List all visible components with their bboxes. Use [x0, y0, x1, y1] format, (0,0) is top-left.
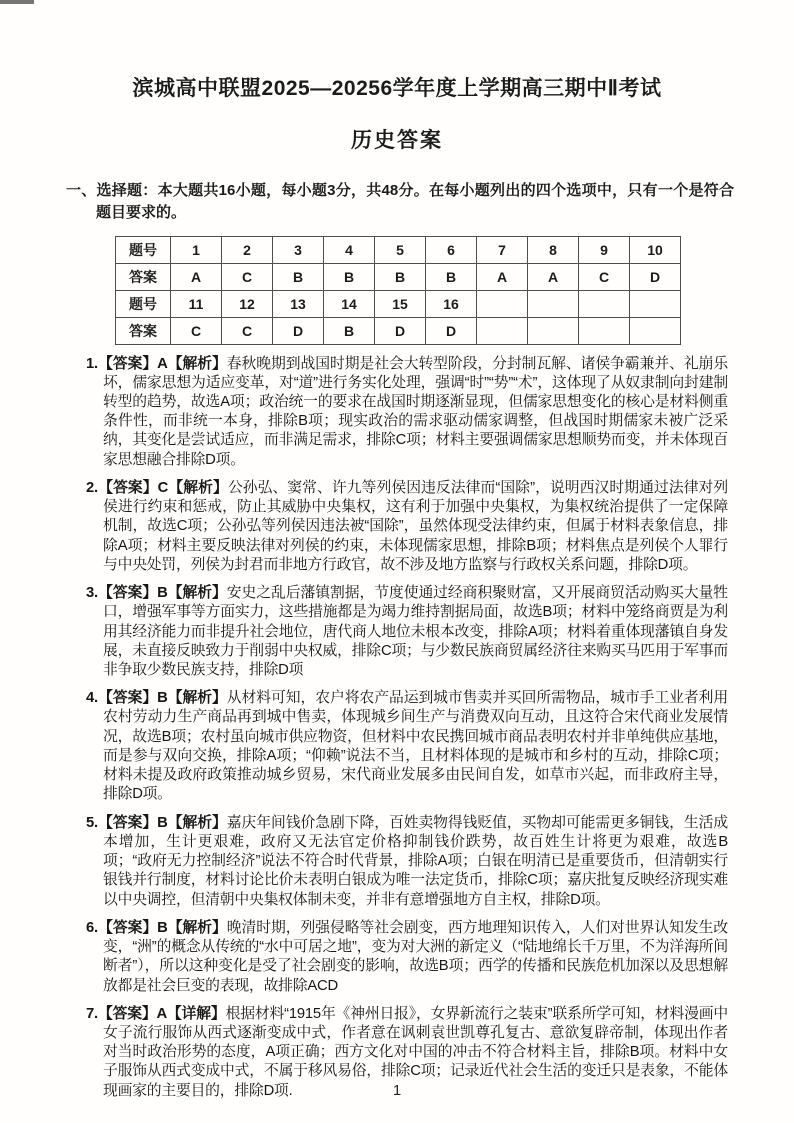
answer-table-cell: C — [579, 263, 630, 290]
answer-table-cell: B — [426, 263, 477, 290]
explanations-list — [86, 355, 728, 1101]
explanation-item — [86, 584, 728, 680]
answer-table-cell: 14 — [324, 290, 375, 317]
answer-table-cell: D — [426, 317, 477, 344]
explanation-answer-prefix: 4.【答案】B【解析】 — [86, 690, 227, 707]
page-subtitle: 历史答案 — [351, 129, 443, 152]
answer-table-cell: C — [171, 317, 222, 344]
answer-table — [115, 236, 681, 345]
answer-table-cell — [579, 290, 630, 317]
answer-table-cell: 13 — [273, 290, 324, 317]
answer-table-cell: D — [273, 317, 324, 344]
explanation-item — [86, 919, 728, 996]
page-title: 滨城高中联盟2025—20256学年度上学期高三期中Ⅱ考试 — [132, 77, 662, 100]
explanation-answer-prefix: 1.【答案】A【解析】 — [86, 355, 227, 372]
answer-table-cell — [630, 317, 681, 344]
answer-table-cell — [528, 290, 579, 317]
answer-table-cell: B — [273, 263, 324, 290]
answer-table-cell: A — [477, 263, 528, 290]
answer-table-cell — [477, 290, 528, 317]
answer-table-cell: 8 — [528, 236, 579, 263]
answer-table-cell: D — [630, 263, 681, 290]
answer-table-cell: 3 — [273, 236, 324, 263]
answer-table-cell: B — [375, 263, 426, 290]
page-number: 1 — [392, 1082, 402, 1099]
explanation-text: 晚清时期，列强侵略等社会剧变，西方地理知识传入，人们对世界认知发生改变，“洲”的概念从传统的“水中可居之地”，变为对大洲的新定义（“陆地绵长千万里，不为洋海所间断者”），所以这种变化是受了社会剧变的影响，故选B项；西学的传播和民族危机加深以及思想解放都是社会巨变的表现，故排除ACD — [103, 919, 728, 994]
answer-table-row — [116, 263, 681, 290]
answer-table-cell: 16 — [426, 290, 477, 317]
answer-table-cell — [528, 317, 579, 344]
answer-table-row-label: 答案 — [116, 317, 171, 344]
section-heading: 一、选择题：本大题共16小题，每小题3分，共48分。在每小题列出的四个选项中，只有一个是符合题目要求的。 — [66, 182, 734, 221]
explanation-item — [86, 355, 728, 470]
answer-table-cell: 6 — [426, 236, 477, 263]
scan-corner-mark — [0, 0, 34, 4]
explanation-text: 公孙弘、窦常、许九等列侯因违反法律而“国除”，说明西汉时期通过法律对列侯进行约束和惩戒，防止其威胁中央集权，这有利于加强中央集权，为集权统治提供了一定保障机制，故选C项；公孙弘等列侯因违法被“国除”，虽然体现受法律约束，但属于材料表象信息，排除A项；材料主要反映法律对列侯的约束，未体现儒家思想，排除B项；材料焦点是列侯个人罪行与中央处罚，列侯为封君而非地方行政官，故不涉及地方监察与行政权关系问题，排除D项。 — [103, 479, 729, 573]
explanation-item — [86, 479, 728, 575]
answer-table-cell: 15 — [375, 290, 426, 317]
answer-table-cell: C — [222, 263, 273, 290]
answer-table-cell: 1 — [171, 236, 222, 263]
answer-table-row-label: 答案 — [116, 263, 171, 290]
explanation-answer-prefix: 2.【答案】C【解析】 — [86, 479, 228, 496]
explanation-text: 安史之乱后藩镇割据，节度使通过经商积聚财富，又开展商贸活动购买大量牲口，增强军事等方面实力，这些措施都是为竭力维持割据局面，故选B项；材料中笼络商贾是为利用其经济能力而非提升社会地位，唐代商人地位未根本改变，排除A项；材料着重体现藩镇自身发展，未直接反映致力于削弱中央权威，排除C项；与少数民族商贸属经济往来购买马匹用于军事而非争取少数民族支持，排除D项 — [103, 585, 728, 679]
answer-table-cell — [630, 290, 681, 317]
answer-table-cell: C — [222, 317, 273, 344]
explanation-text: 春秋晚期到战国时期是社会大转型阶段，分封制瓦解、诸侯争霸兼并、礼崩乐坏，儒家思想为适应变革，对“道”进行务实化处理，强调“时”“势”“术”，这体现了从奴隶制向封建制转型的趋势，故选A项；政治统一的要求在战国时期逐渐显现，但儒家思想变化的核心是材料侧重条件性，而非统一本身，排除B项；现实政治的需求驱动儒家调整，但战国时期儒家未被广泛采纳，其变化是尝试适应，而非满足需求，排除C项；材料主要强调儒家思想顺势而变，并未体现百家思想融合排除D项。 — [103, 355, 728, 468]
answer-table-cell: 10 — [630, 236, 681, 263]
explanation-item — [86, 814, 728, 910]
answer-table-cell: 11 — [171, 290, 222, 317]
explanation-text: 根据材料“1915年《神州日报》，女界新流行之装束”联系所学可知，材料漫画中女子流行服饰从西式逐渐变成中式，作者意在讽刺袁世凯尊孔复古、意欲复辟帝制，体现出作者对当时政治形势的态度，A项正确；西方文化对中国的冲击不符合材料主旨，排除B项。材料中女子服饰从西式变成中式，不属于移风易俗，排除C项；记录近代社会生活的变迁只是表象，不能体现画家的主要目的，排除D项. — [103, 1005, 729, 1099]
answer-table-row — [116, 236, 681, 263]
answer-table-cell: 5 — [375, 236, 426, 263]
explanation-text: 嘉庆年间钱价急剧下降，百姓卖物得钱贬值，买物却可能需更多铜钱，生活成本增加，生计更艰难，政府又无法官定价格抑制钱价跌势，故百姓生计将更为艰难，故选B项；“政府无力控制经济”说法不符合时代背景，排除A项；白银在明清已是重要货币，但清朝实行银钱并行制度，材料讨论比价未表明白银成为唯一法定货币，排除C项；嘉庆批复反映经济现实难以中央调控，但清朝中央集权体制未变，并非有意增强地方自主权，排除D项。 — [103, 814, 728, 908]
answer-table-row — [116, 290, 681, 317]
answer-table-cell: 2 — [222, 236, 273, 263]
answer-table-cell: D — [375, 317, 426, 344]
answer-table-cell: B — [324, 263, 375, 290]
answer-table-cell: B — [324, 317, 375, 344]
explanation-answer-prefix: 5.【答案】B【解析】 — [86, 814, 227, 831]
explanation-answer-prefix: 3.【答案】B【解析】 — [86, 585, 227, 602]
answer-table-cell: 12 — [222, 290, 273, 317]
answer-table-cell: 9 — [579, 236, 630, 263]
answer-table-cell: A — [528, 263, 579, 290]
answer-table-row-label: 题号 — [116, 236, 171, 263]
answer-table-row-label: 题号 — [116, 290, 171, 317]
answer-table-row — [116, 317, 681, 344]
explanation-answer-prefix: 6.【答案】B【解析】 — [86, 919, 227, 936]
explanation-answer-prefix: 7.【答案】A【详解】 — [86, 1005, 226, 1022]
explanation-text: 从材料可知，农户将农产品运到城市售卖并买回所需物品，城市手工业者利用农村劳动力生产商品再到城中售卖，体现城乡间生产与消费双向互动，且这符合宋代商业发展情况，故选B项；农村虽向城市供应物资，但材料中农民携回城市商品表明农村并非单纯供应基地，而是参与双向交换，排除A项；“仰赖”说法不当，且材料体现的是城市和乡村的互动，排除C项；材料未提及政府政策推动城乡贸易，宋代商业发展多由民间自发，如草市兴起，而非政府主导，排除D项。 — [103, 690, 728, 803]
answer-table-cell: 7 — [477, 236, 528, 263]
answer-table-cell — [579, 317, 630, 344]
answer-table-cell — [477, 317, 528, 344]
explanation-item — [86, 689, 728, 804]
answer-table-cell: A — [171, 263, 222, 290]
answer-table-cell: 4 — [324, 236, 375, 263]
